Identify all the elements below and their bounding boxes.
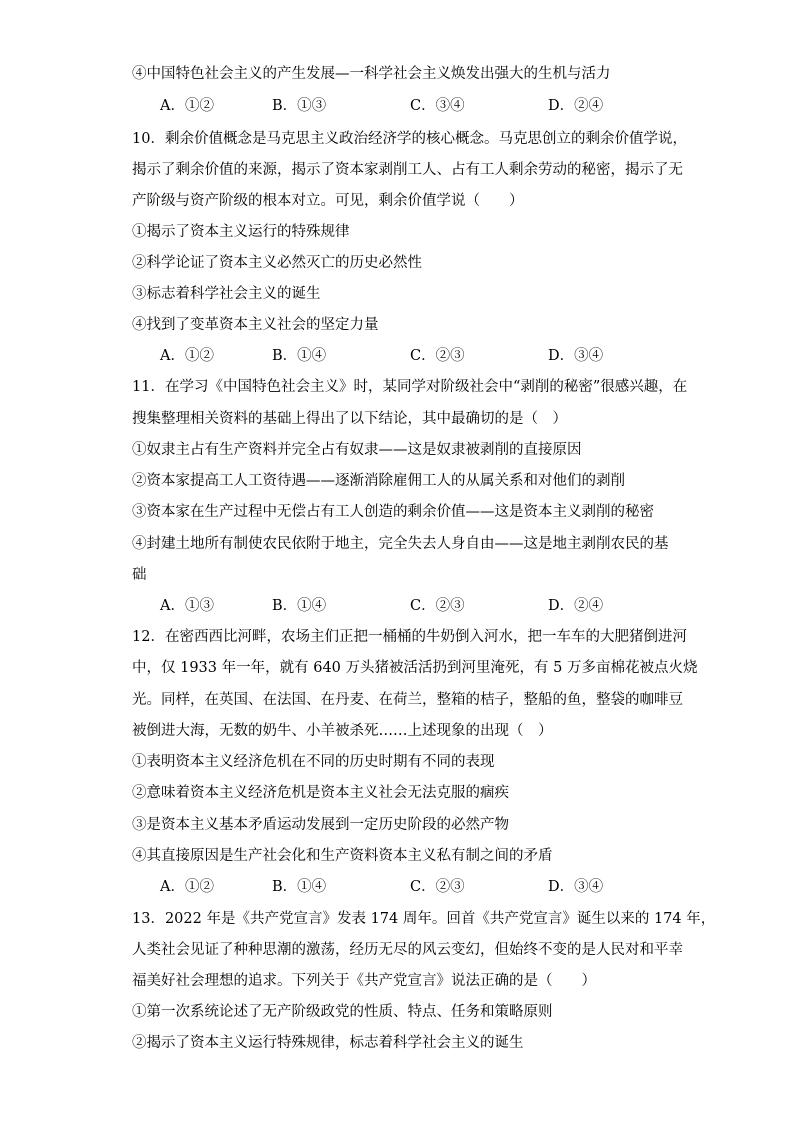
q11-stem-line-1: 11．在学习《中国特色社会主义》时，某同学对阶级社会中“剥削的秘密”很感兴趣，在 (132, 379, 688, 395)
q11-item-2: ②资本家提高工人工资待遇——逐渐消除雇佣工人的从属关系和对他们的剥削 (132, 473, 625, 489)
q12-item-4: ④其直接原因是生产社会化和生产资料资本主义私有制之间的矛盾 (132, 848, 553, 864)
q12-stem-line-4: 被倒进大海，无数的奶牛、小羊被杀死……上述现象的出现（ ） (132, 723, 553, 739)
q10-stem-line-2: 揭示了剩余价值的来源，揭示了资本家剥削工人、占有工人剩余劳动的秘密，揭示了无 (132, 162, 683, 178)
q11-item-4-continued: 础 (132, 567, 147, 583)
q10-option-c: C．②③ (410, 348, 465, 364)
q12-item-3: ③是资本主义基本矛盾运动发展到一定历史阶段的必然产物 (132, 817, 509, 833)
q11-option-b: B．①④ (272, 598, 327, 614)
q9-option-b: B．①③ (272, 98, 327, 114)
q11-options (160, 596, 680, 616)
q11-stem-line-2: 搜集整理相关资料的基础上得出了以下结论，其中最确切的是（ ） (132, 411, 567, 427)
q12-stem-line-3: 光。同样，在英国、在法国、在丹麦、在荷兰，整箱的桔子，整船的鱼，整袋的咖啡豆 (132, 692, 683, 708)
q11-option-d: D．②④ (548, 598, 604, 614)
q11-item-1: ①奴隶主占有生产资料并完全占有奴隶——这是奴隶被剥削的直接原因 (132, 442, 582, 458)
q13-item-2: ②揭示了资本主义运行特殊规律，标志着科学社会主义的诞生 (132, 1035, 524, 1051)
q9-option-c: C．③④ (410, 98, 465, 114)
q9-option-a: A．①② (160, 98, 214, 114)
q10-options (160, 346, 680, 366)
q12-stem-line-2: 中，仅 1933 年一年，就有 640 万头猪被活活扔到河里淹死，有 5 万多亩棉花被点火烧 (132, 660, 698, 676)
q11-item-3: ③资本家在生产过程中无偿占有工人创造的剩余价值——这是资本主义剥削的秘密 (132, 504, 654, 520)
q10-option-d: D．③④ (548, 348, 604, 364)
q10-item-2: ②科学论证了资本主义必然灭亡的历史必然性 (132, 255, 422, 271)
q13-stem-line-1: 13．2022 年是《共产党宣言》发表 174 周年。回首《共产党宣言》诞生以来的 174 年， (132, 911, 716, 927)
q10-option-b: B．①④ (272, 348, 327, 364)
q12-stem-line-1: 12．在密西西比河畔，农场主们正把一桶桶的牛奶倒入河水，把一车车的大肥猪倒进河 (132, 629, 687, 645)
q12-item-1: ①表明资本主义经济危机在不同的历史时期有不同的表现 (132, 754, 495, 770)
q11-option-a: A．①③ (160, 598, 214, 614)
q12-option-b: B．①④ (272, 879, 327, 895)
q10-item-1: ①揭示了资本主义运行的特殊规律 (132, 224, 350, 240)
q11-option-c: C．②③ (410, 598, 465, 614)
q9-item-4: ④中国特色社会主义的产生发展—一科学社会主义焕发出强大的生机与活力 (132, 66, 611, 82)
q12-option-d: D．③④ (548, 879, 604, 895)
q13-stem-line-2: 人类社会见证了种种思潮的激荡，经历无尽的风云变幻，但始终不变的是人民对和平幸 (132, 942, 683, 958)
q9-options (160, 96, 680, 116)
q10-item-4: ④找到了变革资本主义社会的坚定力量 (132, 317, 379, 333)
q13-stem-line-3: 福美好社会理想的追求。下列关于《共产党宣言》说法正确的是（ ） (132, 973, 596, 989)
q10-item-3: ③标志着科学社会主义的诞生 (132, 286, 321, 302)
q10-option-a: A．①② (160, 348, 214, 364)
q11-item-4: ④封建土地所有制使农民依附于地主，完全失去人身自由——这是地主剥削农民的基 (132, 536, 669, 552)
q12-options (160, 877, 680, 897)
q12-item-2: ②意味着资本主义经济危机是资本主义社会无法克服的痼疾 (132, 785, 509, 801)
q9-option-d: D．②④ (548, 98, 604, 114)
q13-item-1: ①第一次系统论述了无产阶级政党的性质、特点、任务和策略原则 (132, 1004, 553, 1020)
q10-stem-line-1: 10．剩余价值概念是马克思主义政治经济学的核心概念。马克思创立的剩余价值学说， (132, 131, 687, 147)
q12-option-a: A．①② (160, 879, 214, 895)
q10-stem-line-3: 产阶级与资产阶级的根本对立。可见，剩余价值学说（ ） (132, 193, 524, 209)
q12-option-c: C．②③ (410, 879, 465, 895)
